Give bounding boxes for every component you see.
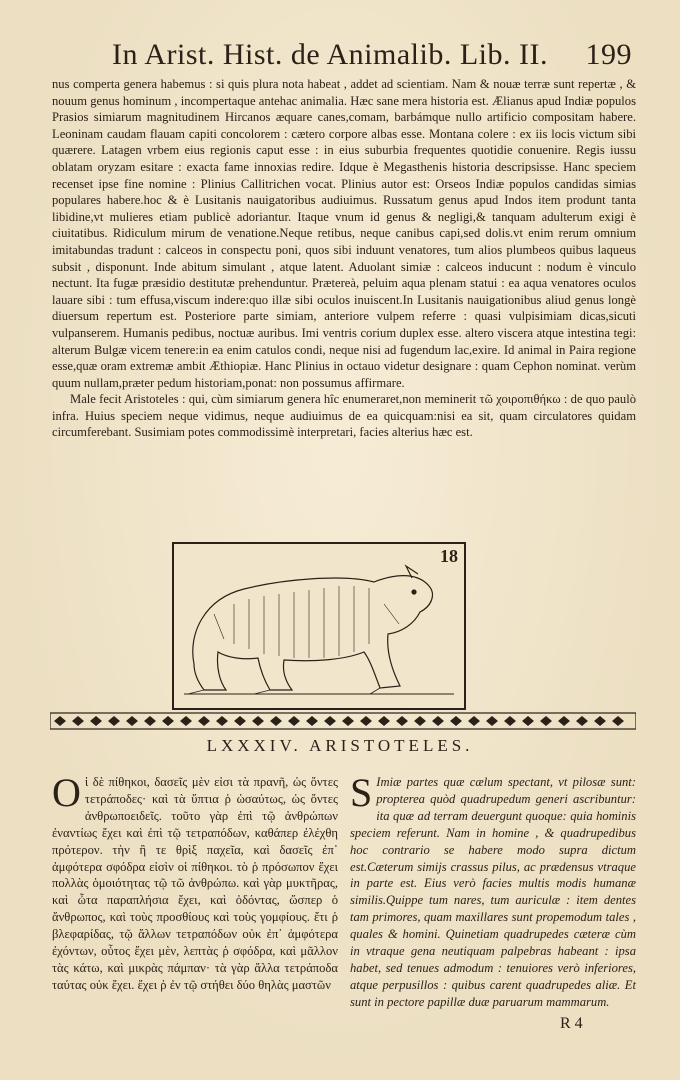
signature-mark: R 4 bbox=[560, 1015, 583, 1032]
latin-text: Imiæ partes quæ cælum spectant, vt pilosæ sunt: propterea quòd quadrupedum generi ascribuntur: ita quæ ad terram deuergunt quoque: quia hominis speciem referunt. Nam in homine , & quadrupedibus hoc contrario se habere modo supra dictum est.Cæterum simijs crassus pilus, ac prædensus vtraque in parte est. Eius verò facies multis modis humanæ similis.Quippe tum nares, tum auriculæ : item dentes tam primores, quam maxillares sunt propemodum tales , quales & homini. Quinetiam quadrupedes cæteræ cùm in vtraque gena neutiquam palpebras habeant : ipsa habet, sed tenues admodum : tenuiores verò inferiores, atque perpusillos : quibus carent quadrupedes aliæ. Et sunt in pectore papillæ duæ paruarum mammarum. bbox=[350, 775, 636, 1009]
figure-number: 18 bbox=[440, 546, 458, 566]
chapter-heading: LXXXIV. ARISTOTELES. bbox=[206, 736, 474, 755]
ornament-band-icon bbox=[50, 712, 636, 730]
greek-dropcap: O bbox=[52, 770, 81, 815]
latin-dropcap: S bbox=[350, 770, 373, 815]
bear-woodcut-icon bbox=[174, 544, 464, 708]
page-number: 199 bbox=[585, 38, 632, 71]
running-title: In Arist. Hist. de Animalib. Lib. II. bbox=[112, 38, 548, 71]
commentary-text bbox=[52, 76, 636, 441]
commentary-paragraph-1: nus comperta genera habemus : si quis plura nota habeat , addet ad scientiam. Nam & nouæ terræ sunt repertæ , & nouum genus hominum , incompertaque antehac animalia. Hæc sane mera historia est. Ælianus apud Indiæ populos Prasios simiarum magnitudinem Hircanos æquare canes,comam, barbámque nullo artificio compositam habere. Leoninam caudam flauam capiti concolorem : cætero corpore albas esse. Montana colere : ex iis locis victum sibi quærere. Latagen vrbem eius regionis caput esse : in eius suburbia frequentes quotidie conuenire. Regis iussu oblatam oryzam esitare : exacta fame innoxias redire. Idque è Megasthenis historia descripsisse. Hanc speciem recenset ipse fine nomine : Plinius Callitrichen vocat. Plinius autor est: Orseos Indiæ populos candidas simias populares habere.hoc & è Lusitanis nauigatoribus audiuimus. Russatum genus apud Indos item produnt tanta libidine,vt mulieres etiam publicè adoriantur. Itaque vnum id genus & negligi,& tanquam adulterum exigi è ciuitatibus. Ridiculum mirum de venatione.Neque retibus, neque canibus capi,sed dolis.vt enim rerum omnium imitabundas tradunt : calceos in conspectu poni, quos sibi induunt venatores, tum alios plumbeos quibus laqueus subsit , disponunt. Inde abitum simulant , atque latent. Aduolant simiæ : calceos inducunt : nodum è vinculo nectunt. Ita fugæ præsidio destitutæ prehenduntur. Prætereà, peluim aqua plenam statui : ea aqua venatores oculos lauare sibi : tum effusa,viscum indere:quo illæ sibi oculos inuiscent.In Lusitanis nauigationibus aliud genus longè diuersum repertum est. Posteriore parte simiam, anteriore vulpem referre : quasi vulpisimiam dicas,sicuti vulpanserem. Humanis pedibus, noctuæ auribus. Imi ventris corium duplex esse. altero viscera atque intestina tegi: alterum Bulgæ vicem tenere:in ea enim catulos condi, neque nisi ad fugendum lac,exire. Id animal in Paira regione esse,quæ oram extremæ ambit Æthiopiæ. Hanc Plinius in octauo videtur designare : quam Cephon nominat. verùm quum nullam,præter pedum historiam,ponat: non possumus affirmare. bbox=[52, 77, 636, 390]
running-header bbox=[112, 38, 632, 78]
greek-column bbox=[52, 770, 338, 994]
woodcut-figure bbox=[172, 542, 466, 710]
greek-text: ἱ δὲ πίθηκοι, δασεῖς μὲν εἰσι τὰ πρανῆ, ὡς ὄντες τετράποδες· καὶ τὰ ὕπτια ῥ ὡσαύτως, ὡς ὄντες ἀνθρωποειδεῖς. τοῦτο γὰρ ἐπὶ τῷ ἀνθρώπων ἐναντίως ἔχει καὶ ἐπὶ τῷ τετραπόδων, καθάπερ ἐλέχθη πρότερον. τὴν ἢ τε θρὶξ παχεῖα, καὶ δασεῖς ἐπ᾽ ἀμφότερα σφόδρα εἰσὶν οἱ πίθηκοι. τὸ ῥ πρόσωπον ἔχει πολλὰς ὁμοιότητας τῷ τῶ ἀνθρώπω. καὶ γὰρ μυκτῆρας, καὶ ὦτα παραπλήσια ἔχει, καὶ ὀδόντας, ὥσπερ ὁ ἄνθρωπος, καὶ τοὺς προσθίους καὶ τοὺς γομφίους. ἔτι ῥ βλεφαρίδας, τῷ ἄλλων τετραπόδων οὐκ ἐπ᾽ ἀμφότερα ἐχόντων, οὗτος ἔχει μὲν, λεπτὰς ῥ σφόδρα, καὶ μᾶλλον τὰς κάτω, καὶ μικρὰς πάμπαν· τὰ γὰρ ἄλλα τετράποδα ταύτας οὐκ ἔχει. ἔχει ῥ ἐν τῷ στήθει δύο θηλὰς μαστῶν bbox=[52, 775, 338, 992]
commentary-paragraph-2: Male fecit Aristoteles : qui, cùm simiarum genera hîc enumeraret,non meminerit τῶ χοιροπιθήκω : de quo paulò infra. Huius speciem neque vidimus, neque audiuimus de ea quicquam:nisi ea sit, quam circulatores quidam circumferebant. Susimiam potes commodissimè interpretari, facies alterius hæc est. bbox=[52, 392, 636, 440]
latin-column bbox=[350, 770, 636, 1011]
